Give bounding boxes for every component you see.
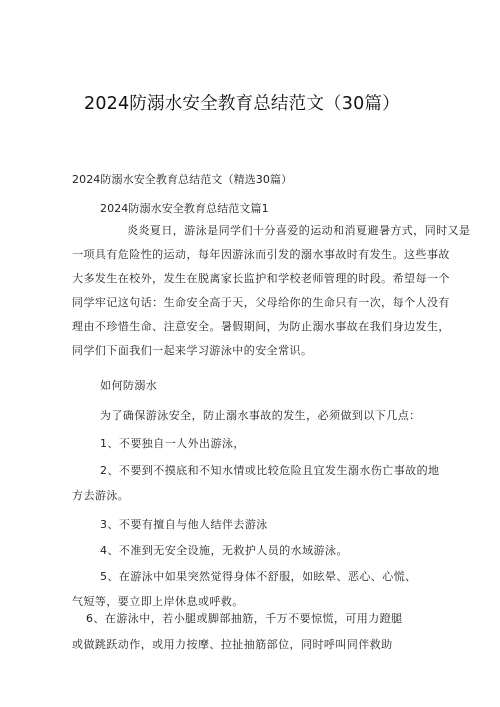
list-item: 6、在游泳中，若小腿或脚部抽筋，千万不要惊慌，可用力蹬腿 <box>86 612 403 625</box>
list-item: 1、不要独自一人外出游泳， <box>100 437 245 450</box>
list-item: 2、不要到不摸底和不知水情或比较危险且宜发生溺水伤亡事故的地 <box>100 464 440 477</box>
paragraph-line: 同学们下面我们一起来学习游泳中的安全常识。 <box>72 344 313 357</box>
document-subtitle: 2024防溺水安全教育总结范文（精选30篇） <box>72 173 293 186</box>
paragraph-line: 炎炎夏日，游泳是同学们十分喜爱的运动和消夏避暑方式，同时又是 <box>127 224 471 237</box>
list-item-continuation: 气短等，要立即上岸休息或呼救。 <box>72 595 244 608</box>
list-item: 3、不要有擅自与他人结伴去游泳 <box>100 518 268 531</box>
paragraph-line: 同学牢记这句话：生命安全高于天，父母给你的生命只有一次，每个人没有 <box>72 296 450 309</box>
list-item: 4、不准到无安全设施，无救护人员的水域游泳。 <box>100 544 348 557</box>
document-title: 2024防溺水安全教育总结范文（30篇） <box>84 94 400 114</box>
section-heading: 如何防溺水 <box>100 379 158 392</box>
list-item-continuation: 或做跳跃动作，或用力按摩、拉扯抽筋部位，同时呼叫同伴救助 <box>72 638 393 651</box>
paragraph-line: 大多发生在校外，发生在脱离家长监护和学校老师管理的时段。希望每一个 <box>72 272 450 285</box>
intro-line: 为了确保游泳安全，防止溺水事故的发生，必须做到以下几点： <box>100 409 421 422</box>
list-item-continuation: 方去游泳。 <box>72 489 130 502</box>
list-item: 5、在游泳中如果突然觉得身体不舒服，如眩晕、恶心、心慌、 <box>100 570 417 583</box>
paragraph-line: 一项具有危险性的运动，每年因游泳而引发的溺水事故时有发生。这些事故 <box>72 248 450 261</box>
paragraph-line: 理由不珍惜生命、注意安全。暑假期间，为防止溺水事故在我们身边发生， <box>72 320 450 333</box>
article-title: 2024防溺水安全教育总结范文篇1 <box>100 202 269 215</box>
